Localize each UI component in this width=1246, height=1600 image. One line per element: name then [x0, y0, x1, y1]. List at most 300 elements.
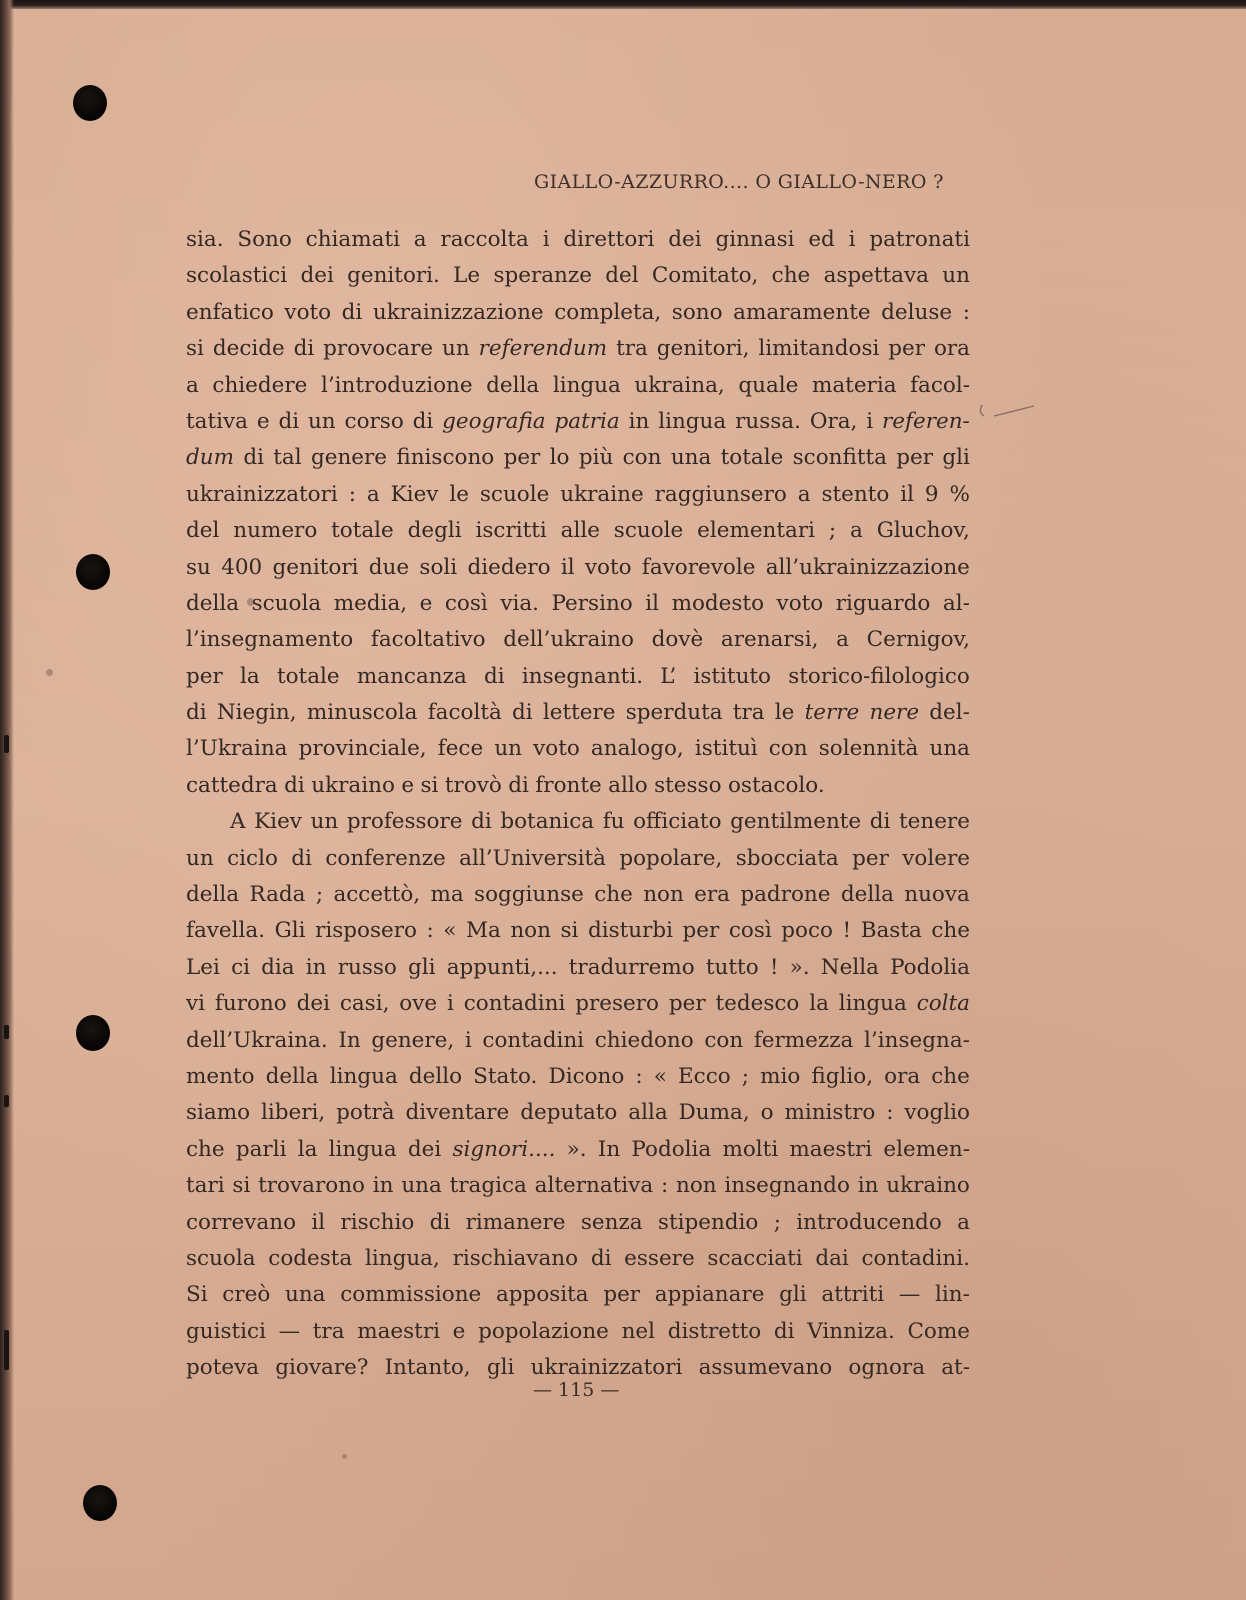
word: istituì — [694, 736, 758, 762]
word: allo — [608, 772, 648, 798]
word: completa, — [554, 299, 662, 325]
word: conferenze — [325, 845, 446, 871]
word: una — [401, 1173, 442, 1199]
word: corso — [344, 408, 404, 434]
word: diventare — [405, 1100, 510, 1126]
word: Cernigov, — [866, 627, 970, 653]
word: Intanto, — [384, 1355, 471, 1381]
word: così — [728, 918, 772, 944]
word: alle — [560, 518, 600, 544]
text-line — [186, 804, 970, 840]
word: scuola — [251, 590, 322, 616]
word: assumevano — [698, 1355, 833, 1381]
word: lo — [549, 445, 570, 471]
word: ma — [430, 882, 464, 908]
word: essere — [624, 1245, 695, 1271]
text-line — [186, 368, 970, 404]
word: limitandosi — [758, 336, 880, 362]
word: giovare? — [275, 1355, 369, 1381]
word: signori.... — [452, 1136, 556, 1162]
word: di — [512, 700, 533, 726]
word: su — [186, 554, 211, 580]
word: non — [675, 1173, 717, 1199]
word: si — [186, 336, 204, 362]
word: modesto — [671, 590, 765, 616]
word: chiedono — [594, 1027, 694, 1053]
word: per — [503, 445, 541, 471]
word: l’insegnamento — [186, 627, 354, 653]
word: quale — [738, 372, 799, 398]
word: del — [186, 518, 220, 544]
word: contadini — [482, 1027, 585, 1053]
text-line — [186, 477, 970, 513]
word: tra — [732, 700, 765, 726]
word: elemen- — [883, 1136, 970, 1162]
punch-hole — [76, 554, 110, 590]
word: ed — [808, 227, 835, 252]
word: Si — [186, 1282, 208, 1308]
word: per — [888, 336, 926, 362]
word: nere — [869, 700, 920, 726]
word: furono — [214, 991, 287, 1017]
word: ukrainizzazione — [372, 299, 544, 325]
word: una — [929, 736, 970, 762]
word: del — [605, 263, 639, 289]
word: ministro — [784, 1100, 876, 1126]
word: analogo, — [590, 736, 684, 762]
word: speranze — [493, 263, 592, 289]
word: dello — [408, 1063, 463, 1089]
word: enfatico — [186, 299, 274, 325]
text-line — [186, 258, 970, 294]
word: elementari — [697, 518, 816, 544]
word: ukraino — [311, 772, 395, 798]
word: insegnanti. — [521, 663, 644, 689]
word: ora — [933, 336, 970, 362]
word: lingua — [328, 1136, 397, 1162]
text-line — [186, 513, 970, 549]
word: Vinniza. — [807, 1318, 895, 1344]
word: terre — [804, 700, 860, 726]
word: di — [278, 408, 300, 434]
word: con — [768, 736, 808, 762]
word: introducendo — [796, 1209, 942, 1235]
word: due — [368, 554, 410, 580]
word: di — [293, 336, 315, 362]
word: tedesco — [715, 991, 800, 1017]
word: a — [797, 481, 811, 507]
word: correvano — [186, 1209, 297, 1235]
word: facoltà — [427, 700, 502, 726]
word: in — [305, 954, 327, 980]
punch-hole — [73, 85, 107, 121]
word: chiamati — [305, 227, 400, 252]
word: il — [311, 1209, 326, 1235]
word: : — [660, 1173, 669, 1199]
word: ukrainizzatori — [530, 1355, 683, 1381]
text-line — [186, 659, 970, 695]
word: sconfitta — [792, 445, 887, 471]
word: ; — [828, 518, 837, 544]
word: Comitato, — [651, 263, 759, 289]
word: una — [670, 445, 712, 471]
word: voto — [584, 554, 632, 580]
word: casi, — [339, 991, 390, 1017]
word: disturbi — [587, 918, 674, 944]
word: istituto — [693, 663, 771, 689]
word: del- — [929, 700, 970, 726]
text-line — [186, 295, 970, 331]
word: commissione — [340, 1282, 482, 1308]
word: referendum — [478, 336, 608, 362]
word: scolastici — [186, 263, 288, 289]
word: Ma — [465, 918, 501, 944]
word: L’ — [660, 663, 677, 689]
word: maestri — [789, 1136, 873, 1162]
word: dai — [815, 1245, 849, 1271]
word: di — [773, 1318, 795, 1344]
text-line — [186, 731, 970, 767]
word: tragica — [449, 1173, 527, 1199]
text-line — [186, 1059, 970, 1095]
word: tari — [186, 1173, 225, 1199]
text-line — [186, 222, 970, 258]
binding-mark — [4, 1095, 9, 1107]
word: di — [429, 1209, 451, 1235]
word: della — [840, 882, 894, 908]
word: presero — [575, 991, 659, 1017]
word: Sono — [237, 227, 292, 252]
text-line — [186, 622, 970, 658]
word: maestri — [357, 1318, 440, 1344]
word: mancanza — [356, 663, 467, 689]
word: di — [508, 772, 529, 798]
word: Lei — [186, 954, 220, 980]
word: chiedere — [212, 372, 308, 398]
word: provocare — [323, 336, 434, 362]
text-line — [186, 841, 970, 877]
word: ginnasi — [715, 227, 795, 252]
word: geografia — [442, 408, 546, 434]
text-line — [186, 1314, 970, 1350]
word: poco — [781, 918, 833, 944]
word: i — [866, 408, 874, 434]
word: lingua — [552, 372, 621, 398]
word: o — [760, 1100, 774, 1126]
word: lingua — [838, 991, 907, 1017]
word: genitori — [272, 554, 359, 580]
word: Persino — [551, 590, 633, 616]
word: voglio — [904, 1100, 970, 1126]
word: dovè — [651, 627, 704, 653]
word: di — [412, 408, 434, 434]
word: rischiavano — [452, 1245, 579, 1271]
word: al- — [942, 590, 970, 616]
word: voto — [284, 299, 332, 325]
word: minuscola — [306, 700, 418, 726]
body-text — [186, 222, 970, 1387]
word: tra — [616, 336, 648, 362]
word: un — [942, 263, 970, 289]
word: In — [597, 1136, 621, 1162]
scan-top-edge — [0, 0, 1246, 9]
word: Niegin, — [216, 700, 297, 726]
word: si — [560, 918, 579, 944]
word: rischio — [340, 1209, 415, 1235]
word: e — [256, 408, 270, 434]
word: in — [857, 1173, 879, 1199]
word: iscritti — [475, 518, 547, 544]
word: della — [186, 590, 240, 616]
word: a — [850, 518, 863, 544]
word: all’Università — [459, 845, 606, 871]
text-line — [186, 986, 970, 1022]
word: in — [628, 408, 650, 434]
word: appunti,... — [446, 954, 558, 980]
word: In — [338, 1027, 361, 1053]
word: apposita — [495, 1282, 589, 1308]
word: una — [284, 1282, 326, 1308]
word: senza — [580, 1209, 643, 1235]
text-line — [186, 877, 970, 913]
word: di — [484, 663, 505, 689]
word: a — [366, 481, 380, 507]
word: all’ukrainizzazione — [765, 554, 970, 580]
word: e — [401, 772, 415, 798]
word: a — [186, 372, 199, 398]
word: fu — [602, 809, 625, 835]
text-line — [186, 1205, 970, 1241]
word: e — [419, 590, 433, 616]
word: tutto — [705, 954, 759, 980]
punch-hole — [83, 1485, 117, 1521]
word: di — [471, 809, 492, 835]
word: at- — [941, 1355, 970, 1381]
word: cattedra — [186, 772, 278, 798]
word: non — [643, 882, 684, 908]
word: scacciati — [707, 1245, 803, 1271]
word: un — [310, 809, 339, 835]
word: ove — [399, 991, 438, 1017]
word: Duma, — [678, 1100, 750, 1126]
word: di — [341, 299, 363, 325]
text-line — [186, 440, 970, 476]
word: dei — [296, 991, 330, 1017]
word: si — [420, 772, 439, 798]
word: genitori, — [656, 336, 750, 362]
word: solennità — [818, 736, 919, 762]
word: Podolia — [631, 1136, 712, 1162]
word: le — [774, 700, 795, 726]
word: potrà — [336, 1100, 395, 1126]
word: dia — [261, 954, 295, 980]
word: della — [186, 882, 240, 908]
word: totale — [720, 445, 784, 471]
word: ! — [769, 954, 779, 980]
word: patronati — [869, 227, 970, 252]
word: insegnando — [724, 1173, 850, 1199]
word: attriti — [821, 1282, 885, 1308]
word: scuole — [613, 518, 684, 544]
word: creò — [222, 1282, 271, 1308]
word: sperduta — [625, 700, 723, 726]
word: ! — [842, 918, 852, 944]
word: dei — [668, 227, 702, 252]
word: favorevole — [641, 554, 756, 580]
word: più — [578, 445, 614, 471]
word: Le — [453, 263, 481, 289]
word: aspettava — [823, 263, 929, 289]
word: deluse — [881, 299, 953, 325]
word: distretto — [667, 1318, 762, 1344]
word: ukraine — [560, 481, 644, 507]
text-line — [186, 1132, 970, 1168]
word: scuola — [186, 1245, 256, 1271]
word: le — [449, 481, 469, 507]
binding-mark — [4, 1025, 9, 1039]
binding-mark — [4, 735, 9, 753]
word: poteva — [186, 1355, 260, 1381]
word: A — [230, 809, 246, 835]
word: lin- — [935, 1282, 970, 1308]
word: stipendio — [657, 1209, 759, 1235]
word: amaramente — [733, 299, 871, 325]
word: nel — [621, 1318, 656, 1344]
word: contadini — [463, 991, 566, 1017]
word: e — [452, 1318, 466, 1344]
word: un — [186, 845, 214, 871]
word: soli — [419, 554, 458, 580]
word: guistici — [186, 1318, 266, 1344]
word: che — [771, 263, 811, 289]
word: liberi, — [260, 1100, 326, 1126]
word: genitori. — [347, 263, 440, 289]
word: degli — [407, 518, 462, 544]
word: un — [494, 736, 523, 762]
binding-mark — [4, 1330, 9, 1370]
paper-speck — [342, 1454, 347, 1459]
word: trovarono — [258, 1173, 365, 1199]
word: per — [896, 445, 934, 471]
word: lettere — [542, 700, 616, 726]
word: Gluchov, — [876, 518, 970, 544]
word: accettò, — [333, 882, 421, 908]
text-line — [186, 1095, 970, 1131]
word: sono — [671, 299, 723, 325]
word: voto — [776, 590, 824, 616]
word: vi — [186, 991, 206, 1017]
word: ». — [566, 1136, 587, 1162]
word: facol- — [910, 372, 970, 398]
word: gentilmente — [730, 809, 862, 835]
word: lingua, — [364, 1245, 440, 1271]
text-line — [186, 1241, 970, 1277]
word: gli — [408, 954, 436, 980]
text-line — [186, 586, 970, 622]
word: l’insegna- — [864, 1027, 970, 1053]
word: fece — [437, 736, 484, 762]
word: ukrainizzatori — [186, 481, 338, 507]
word: la — [297, 1136, 318, 1162]
word: ; — [315, 882, 324, 908]
word: dum — [186, 445, 234, 471]
word: così — [444, 590, 488, 616]
word: raccolta — [440, 227, 529, 252]
word: il — [560, 554, 575, 580]
word: media, — [333, 590, 408, 616]
word: appianare — [654, 1282, 765, 1308]
word: genere — [310, 445, 388, 471]
word: Podolia — [890, 954, 970, 980]
word: i — [542, 227, 550, 252]
word: tradurremo — [568, 954, 695, 980]
word: finiscono — [396, 445, 495, 471]
word: Kiev — [390, 481, 439, 507]
word: la — [809, 991, 829, 1017]
word: con — [622, 445, 662, 471]
word: di — [590, 1245, 612, 1271]
word: di — [291, 845, 312, 871]
running-header: GIALLO-AZZURRO.... O GIALLO-NERO ? — [534, 171, 944, 193]
word: ora — [884, 1063, 921, 1089]
word: : — [635, 1063, 643, 1089]
word: a — [836, 627, 849, 653]
word: figlio, — [811, 1063, 874, 1089]
word: per — [668, 991, 706, 1017]
word: botanica — [500, 809, 595, 835]
word: storico-filologico — [788, 663, 970, 689]
word: professore — [346, 809, 463, 835]
word: « — [443, 918, 457, 944]
word: che — [186, 1136, 225, 1162]
text-line — [186, 404, 970, 440]
word: il — [645, 590, 660, 616]
word: di — [186, 700, 207, 726]
word: popolazione — [478, 1318, 609, 1344]
word: ; — [773, 1209, 781, 1235]
word: dei — [407, 1136, 442, 1162]
word: direttori — [563, 227, 655, 252]
word: « — [653, 1063, 667, 1089]
word: Basta — [860, 918, 922, 944]
word: Dicono — [548, 1063, 625, 1089]
word: Kiev — [254, 809, 302, 835]
word: un — [307, 408, 336, 434]
text-line — [186, 695, 970, 731]
word: facoltativo — [370, 627, 486, 653]
word: Nella — [820, 954, 879, 980]
word: fermezza — [753, 1027, 854, 1053]
word: dei — [300, 263, 334, 289]
word: totale — [331, 518, 394, 544]
word: ci — [231, 954, 250, 980]
word: ukraina, — [634, 372, 725, 398]
word: il — [900, 481, 914, 507]
word: arenarsi, — [720, 627, 819, 653]
word: popolare, — [619, 845, 723, 871]
word: fronte — [535, 772, 602, 798]
word: per — [682, 918, 720, 944]
word: contadini. — [861, 1245, 970, 1271]
word: rimanere — [465, 1209, 566, 1235]
word: che — [931, 1063, 970, 1089]
word: era — [694, 882, 730, 908]
word: Come — [907, 1318, 970, 1344]
word: favella. — [186, 918, 266, 944]
word: a — [413, 227, 427, 252]
word: gli — [486, 1355, 515, 1381]
word: 400 — [221, 554, 263, 580]
